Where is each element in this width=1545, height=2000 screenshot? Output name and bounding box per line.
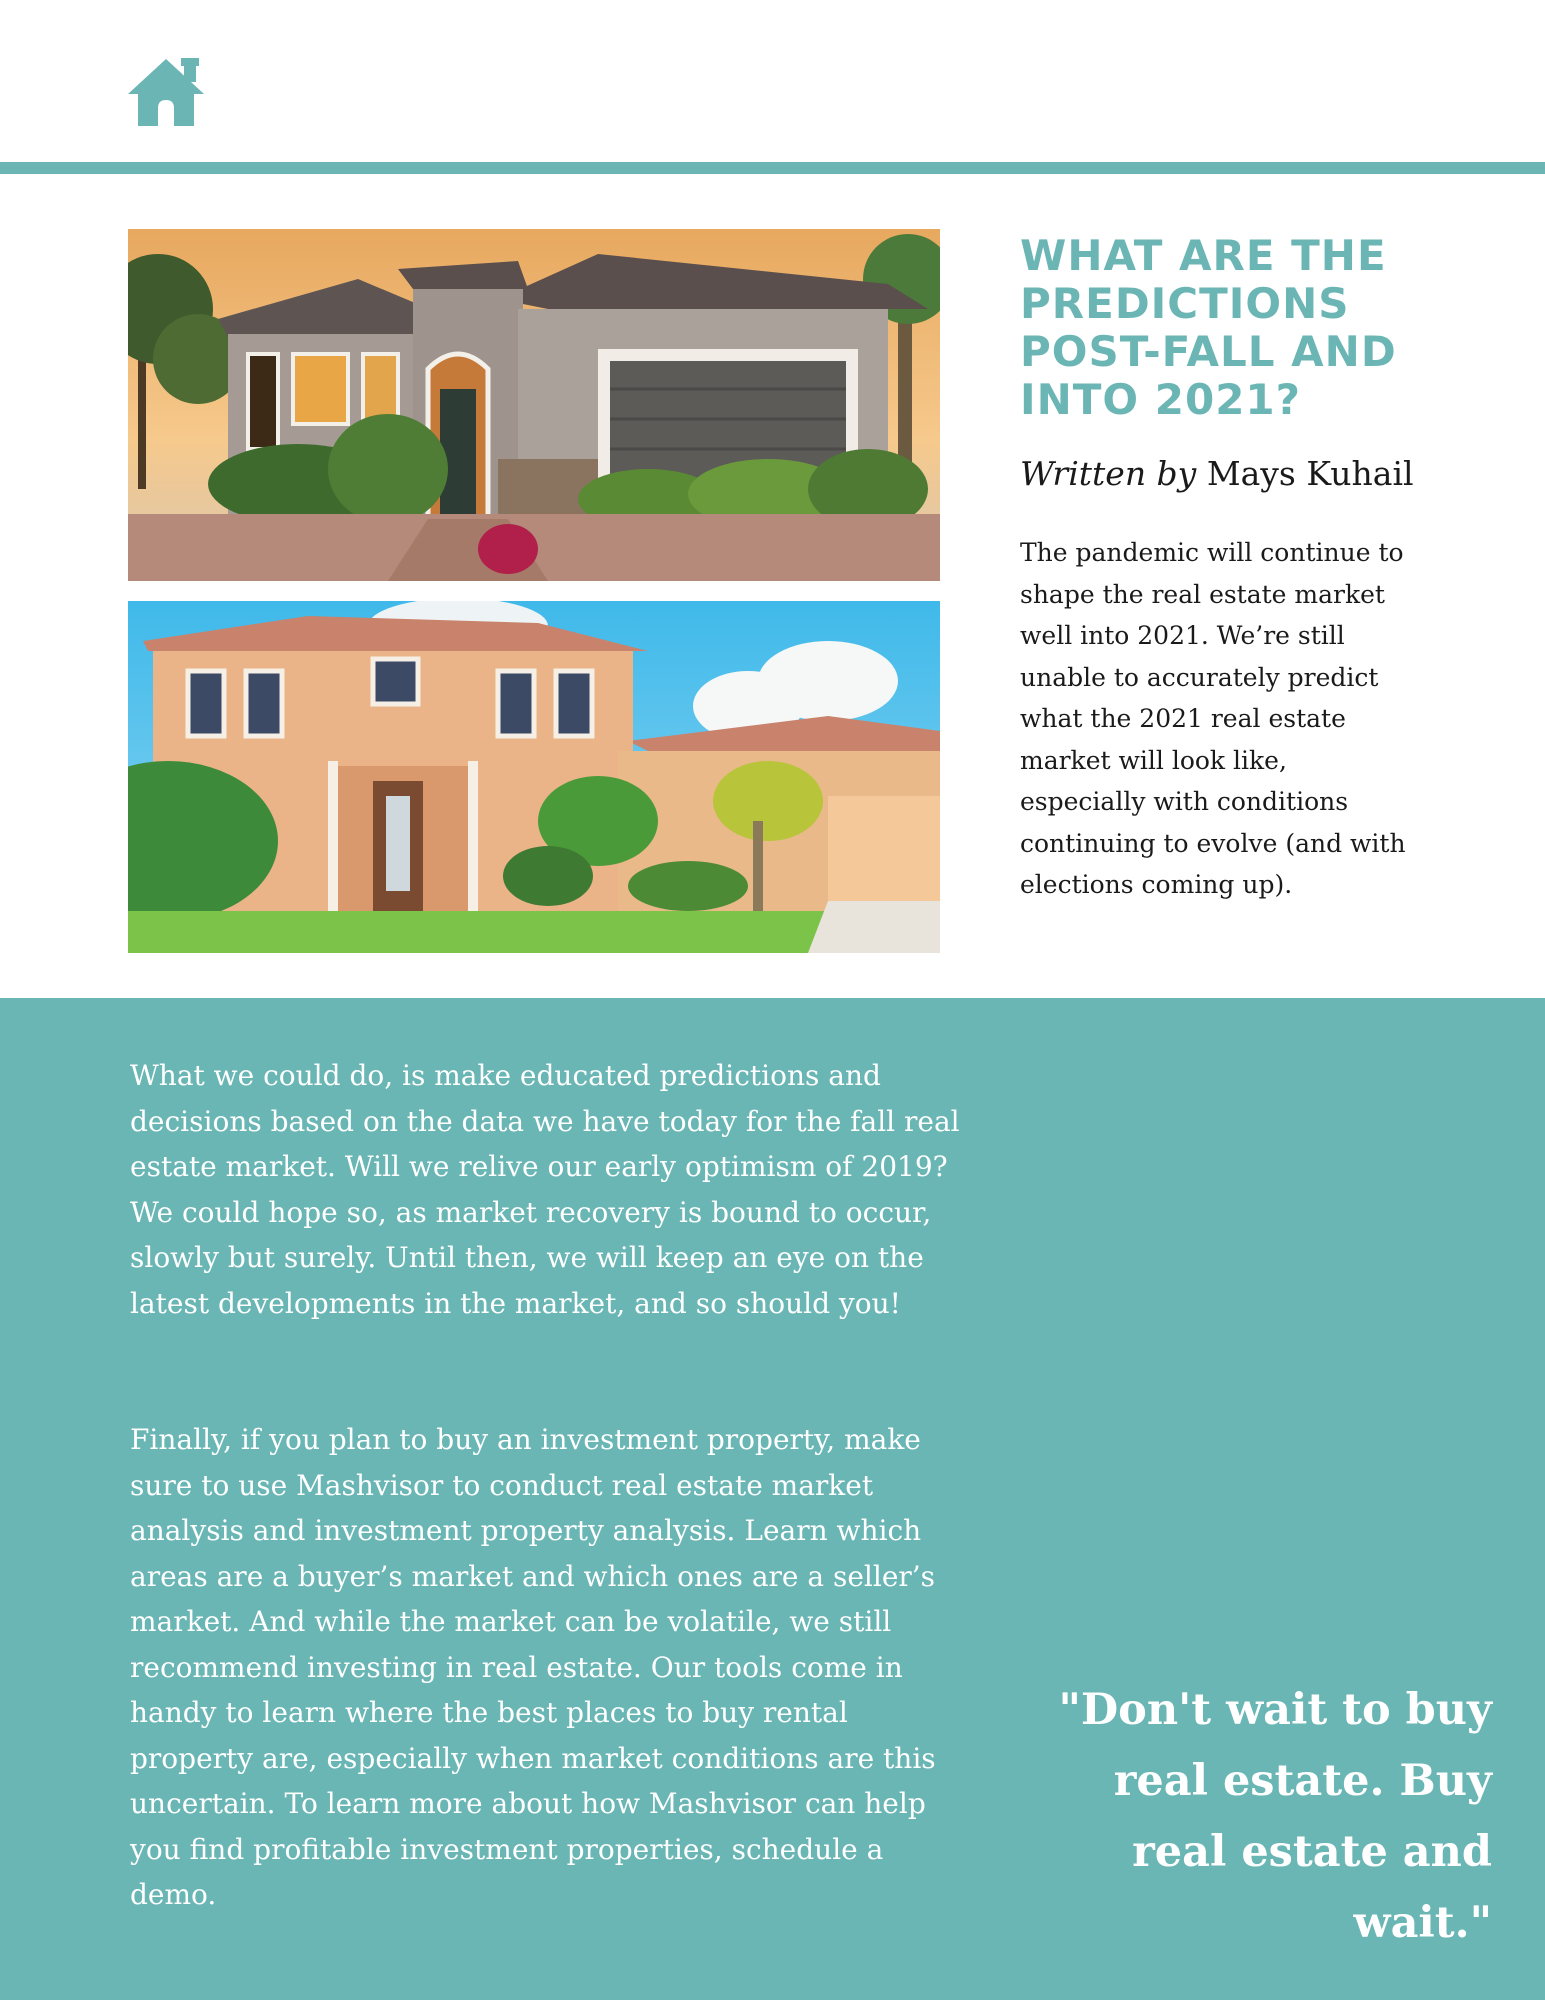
body-paragraph-2: Finally, if you plan to buy an investment property, make sure to use Mashvisor to conduct real estate market analysis and investment property analysis. Learn which areas are a buyer’s market and which ones are a seller’s market. And while the market can be volatile, we still recommend investing in real estate. Our tools come in handy to learn where the best places to buy rental property are, especially when market conditions are this uncertain. To learn more about how Mashvisor can help you find profitable investment properties, schedule a demo.: [130, 1423, 936, 1911]
article-title: WHAT ARE THE PREDICTIONS POST-FALL AND INTO 2021?: [1020, 231, 1397, 424]
byline: [1020, 452, 1480, 496]
house-icon: [126, 56, 206, 128]
body-paragraph-1: What we could do, is make educated predictions and decisions based on the data we have today for the fall real estate market. Will we relive our early optimism of 2019? We could hope so, as market recovery is bound to occur, slowly but surely. Until then, we will keep an eye on the latest developments in the market, and so should you!: [130, 1059, 960, 1320]
two-story-house-photo: [128, 601, 940, 953]
pull-quote: "Don't wait to buy real estate. Buy real estate and wait.": [1058, 1685, 1492, 1948]
single-story-house-photo: [128, 229, 940, 581]
author-name: Mays Kuhail: [1206, 454, 1414, 493]
header-divider: [0, 162, 1545, 174]
byline-lead: Written by: [1020, 454, 1197, 493]
intro-paragraph: The pandemic will continue to shape the real estate market well into 2021. We’re still unable to accurately predict what the 2021 real estate market will look like, especially with conditions continuing to evolve (and with elections coming up).: [1020, 538, 1406, 899]
